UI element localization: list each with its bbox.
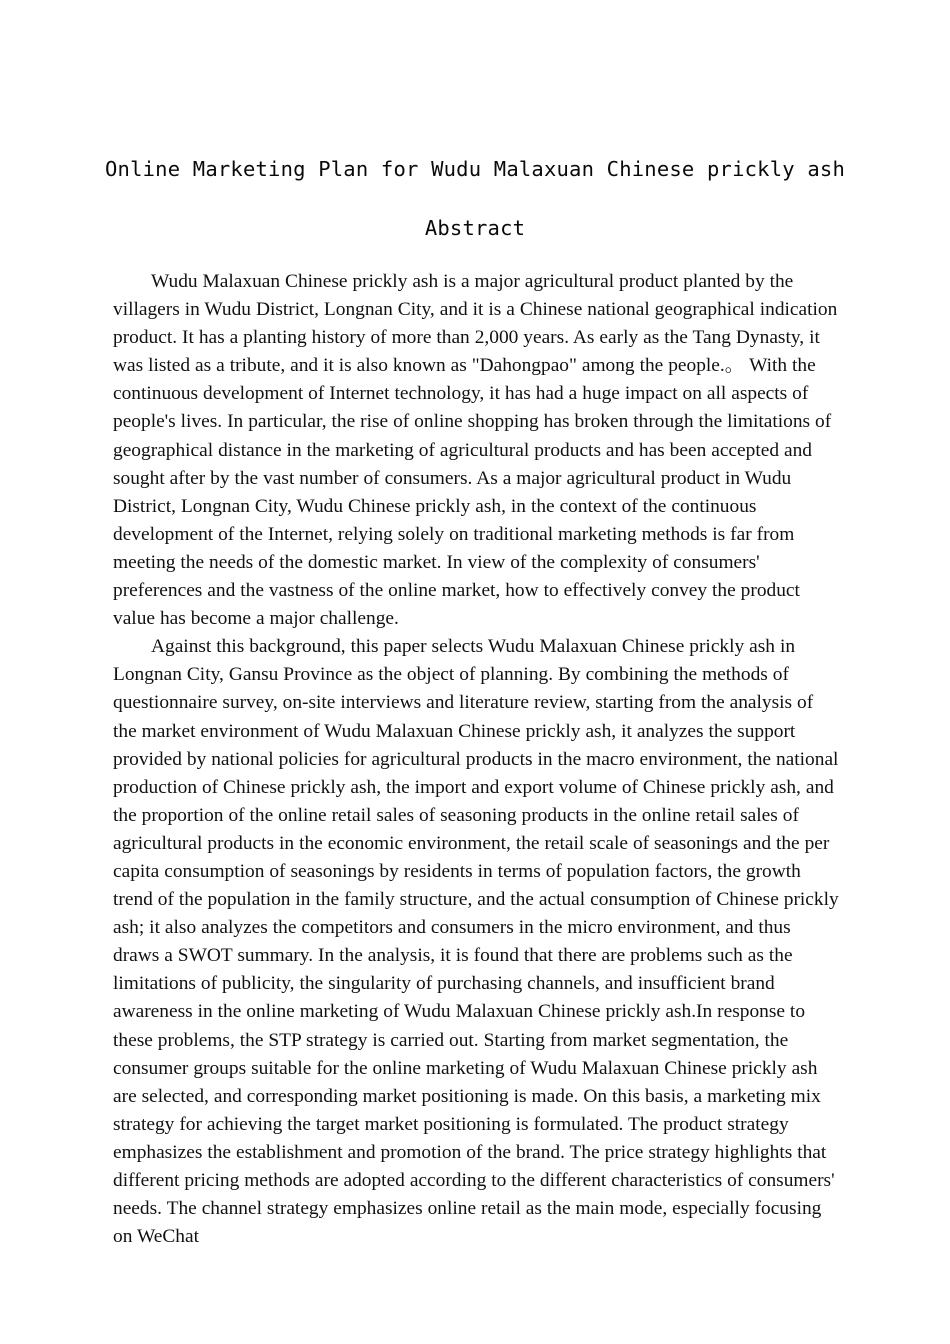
paragraph: Wudu Malaxuan Chinese prickly ash is a major agricultural product planted by the villagers in Wudu District, Longnan City, and it is a Chinese national geographical indication product. It has a planting history of more than 2,000 years. As early as the Tang Dynasty, it was listed as a tribute, and it is also known as "Dahongpao" among the people.。 With the continuous development of Internet technology, it has had a huge impact on all aspects of people's lives. In particular, the rise of online shopping has broken through the limitations of geographical distance in the marketing of agricultural products and has been accepted and sought after by the vast number of consumers. As a major agricultural product in Wudu District, Longnan City, Wudu Chinese prickly ash, in the context of the continuous development of the Internet, relying solely on traditional marketing methods is far from meeting the needs of the domestic market. In view of the complexity of consumers' preferences and the vastness of the online market, how to effectively convey the product value has become a major challenge. [113, 271, 838, 630]
paragraph: Against this background, this paper selects Wudu Malaxuan Chinese prickly ash in Longnan City, Gansu Province as the object of planning. By combining the methods of questionnaire survey, on-site interviews and literature review, starting from the analysis of the market environment of Wudu Malaxuan Chinese prickly ash, it analyzes the support provided by national policies for agricultural products in the macro environment, the national production of Chinese prickly ash, the import and export volume of Chinese prickly ash, and the proportion of the online retail sales of seasoning products in the online retail sales of agricultural products in the economic environment, the retail scale of seasonings and the per capita consumption of seasonings by residents in terms of population factors, the growth trend of the population in the family structure, and the actual consumption of Chinese prickly ash; it also analyzes the competitors and consumers in the micro environment, and thus draws a SWOT summary. In the analysis, it is found that there are problems such as the limitations of publicity, the singularity of purchasing channels, and insufficient brand awareness in the online marketing of Wudu Malaxuan Chinese prickly ash.In response to these problems, the STP strategy is carried out. Starting from market segmentation, the consumer groups suitable for the online marketing of Wudu Malaxuan Chinese prickly ash are selected, and corresponding market positioning is made. On this basis, a marketing mix strategy for achieving the target market positioning is formulated. The product strategy emphasizes the establishment and promotion of the brand. The price strategy highlights that different pricing methods are adopted according to the different characteristics of consumers' needs. The channel strategy emphasizes online retail as the main mode, especially focusing on WeChat [113, 636, 839, 1248]
page-title: Online Marketing Plan for Wudu Malaxuan Chinese prickly ash [105, 157, 845, 181]
section-heading-abstract: Abstract [424, 216, 526, 240]
abstract-body [113, 268, 841, 1251]
